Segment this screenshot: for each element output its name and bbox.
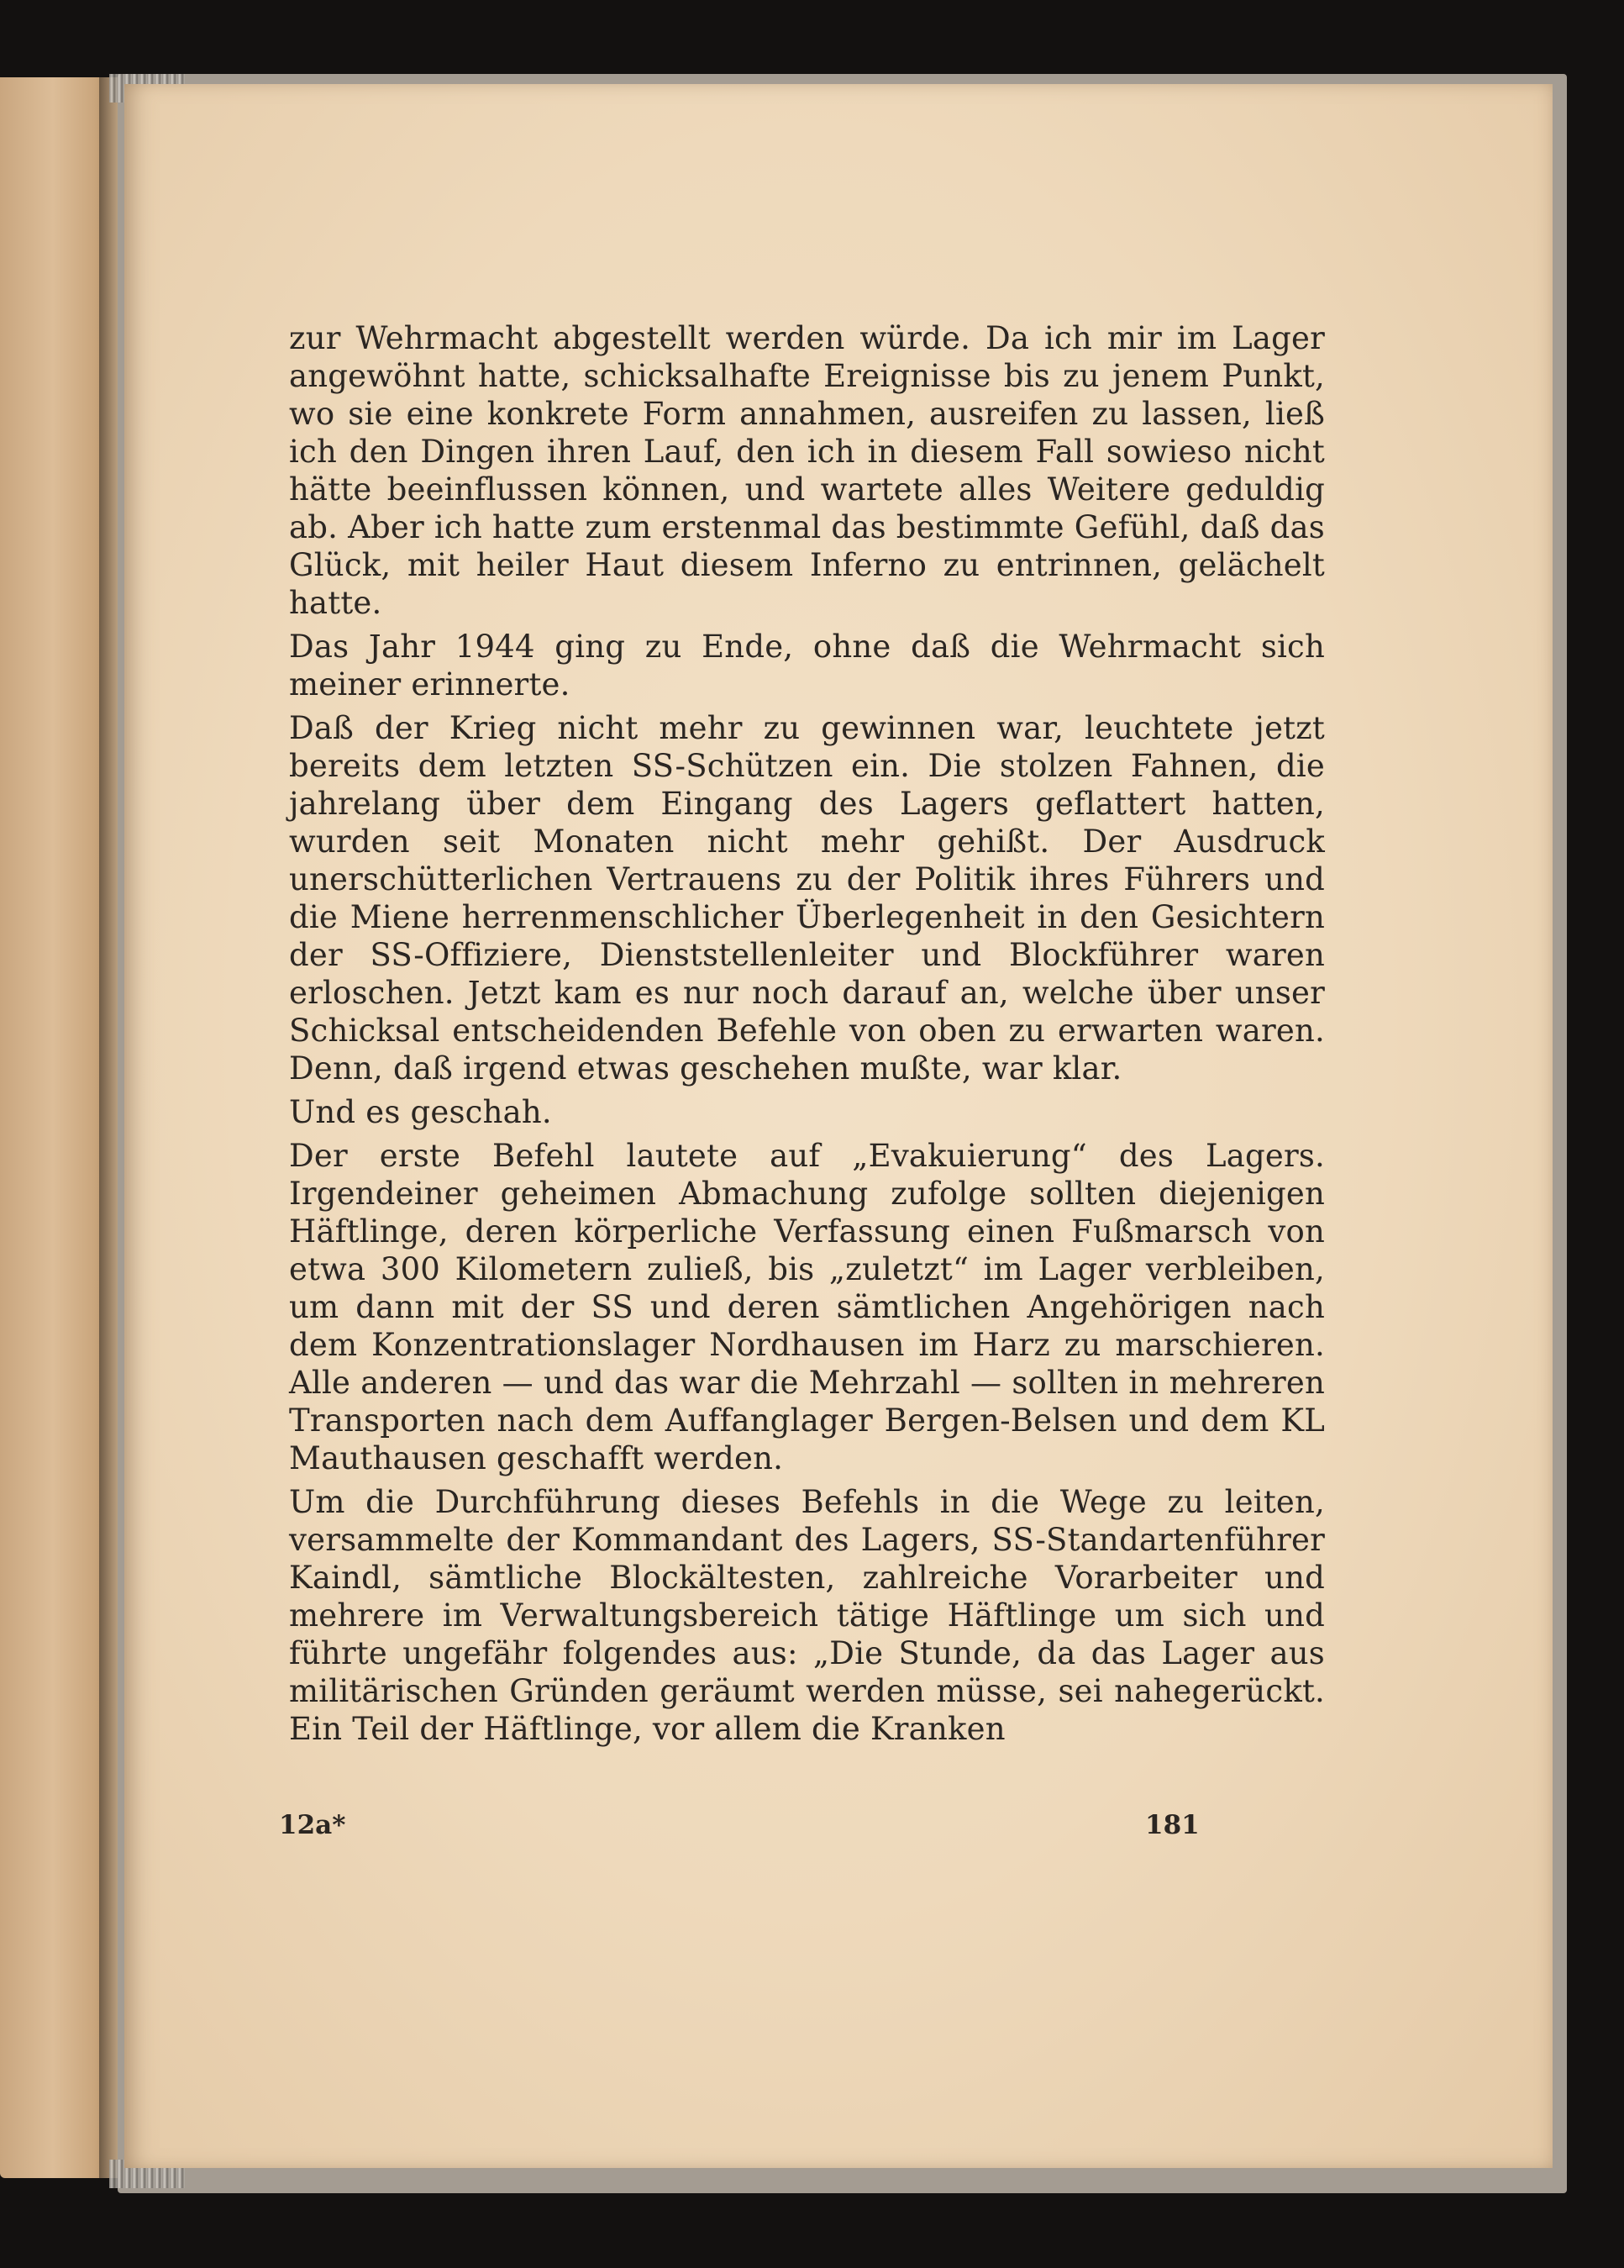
paragraph-1: zur Wehrmacht abgestellt werden würde. Da ich mir im Lager angewöhnt hatte, schicksalhafte Ereignisse bis zu jenem Punkt, wo sie eine konkrete Form annahmen, ausreifen zu lassen, ließ ich den Dingen ihren Lauf, den ich in diesem Fall sowieso nicht hätte beeinflussen können, und wartete alles Weitere geduldig ab. Aber ich hatte zum erstenmal das bestimmte Gefühl, daß das Glück, mit heiler Haut diesem Inferno zu entrinnen, gelächelt hatte. — [289, 320, 1325, 621]
signature-mark: 12a* — [279, 1810, 346, 1840]
paragraph-3: Daß der Krieg nicht mehr zu gewinnen war, leuchtete jetzt bereits dem letzten SS-Schützen ein. Die stolzen Fahnen, die jahrelang über dem Eingang des Lagers geflattert hatten, wurden seit Monaten nicht mehr gehißt. Der Ausdruck unerschütterlichen Vertrauens zu der Politik ihres Führers und die Miene herrenmenschlicher Überlegenheit in den Gesichtern der SS-Offiziere, Dienststellenleiter und Blockführer waren erloschen. Jetzt kam es nur noch darauf an, welche über unser Schicksal entscheidenden Befehle von oben zu erwarten waren. Denn, daß irgend etwas geschehen mußte, war klar. — [289, 710, 1325, 1087]
paragraph-6: Um die Durchführung dieses Befehls in die Wege zu leiten, versammelte der Kommandant des Lagers, SS-Standartenführer Kaindl, sämtliche Blockältesten, zahlreiche Vorarbeiter und mehrere im Verwaltungsbereich tätige Häftlinge um sich und führte ungefähr folgendes aus: „Die Stunde, da das Lager aus militärischen Gründen geräumt werden müsse, sei nahegerückt. Ein Teil der Häftlinge, vor allem die Kranken — [289, 1484, 1325, 1747]
paragraph-2: Das Jahr 1944 ging zu Ende, ohne daß die Wehrmacht sich meiner erinnerte. — [289, 629, 1325, 703]
paragraph-4: Und es geschah. — [289, 1094, 552, 1130]
book-page — [124, 84, 1553, 2168]
paragraph-5: Der erste Befehl lautete auf „Evakuierung“ des Lagers. Irgendeiner geheimen Abmachung zufolge sollten diejenigen Häftlinge, deren körperliche Verfassung einen Fußmarsch von etwa 300 Kilometern zuließ, bis „zuletzt“ im Lager verbleiben, um dann mit der SS und deren sämtlichen Angehörigen nach dem Konzentrationslager Nordhausen im Harz zu marschieren. Alle anderen — und das war die Mehrzahl — sollten in mehreren Transporten nach dem Auffanglager Bergen-Belsen und dem KL Mauthausen geschafft werden. — [289, 1138, 1325, 1476]
body-text — [289, 319, 1325, 1754]
page-number: 181 — [1145, 1810, 1200, 1840]
